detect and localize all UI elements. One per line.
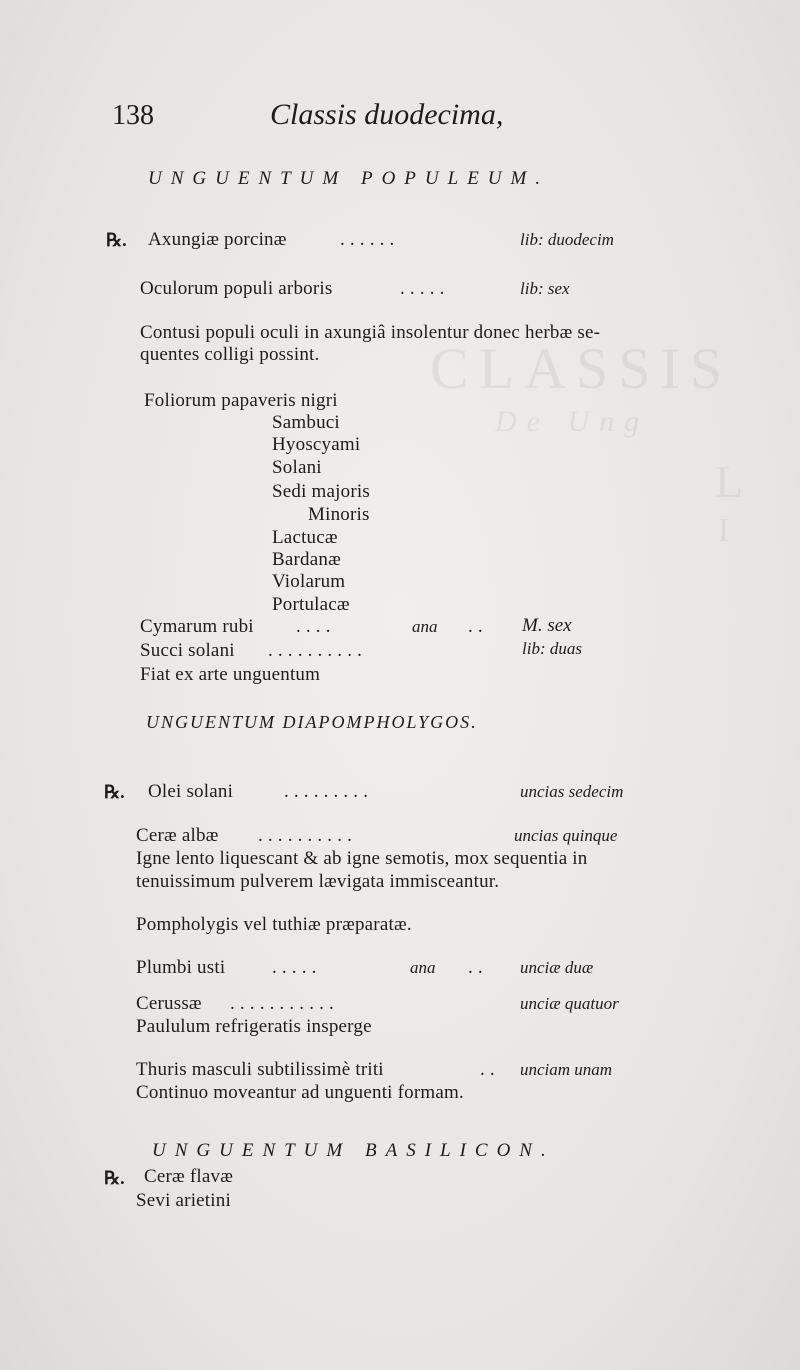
quantity: lib: sex xyxy=(520,279,570,298)
ingredient: Cerussæ xyxy=(136,993,202,1014)
leader-dots: . . . . . xyxy=(400,278,445,299)
ingredient: Succi solani xyxy=(140,640,235,661)
bleed-through-text: De Ung xyxy=(495,405,650,438)
quantity: unciam unam xyxy=(520,1060,613,1079)
quantity: M. sex xyxy=(522,615,572,636)
instruction-text: Continuo moveantur ad unguenti formam. xyxy=(136,1082,464,1103)
quantity: unciæ duæ xyxy=(520,958,594,977)
section-title: UNGUENTUM BASILICON. xyxy=(152,1140,555,1161)
ingredient: Axungiæ porcinæ xyxy=(148,229,287,250)
leader-dots: . . . . . . . . . xyxy=(284,781,369,802)
ingredient: Violarum xyxy=(272,571,346,592)
bleed-through-text: CLASSIS xyxy=(430,336,733,401)
ingredient: Minoris xyxy=(308,504,370,525)
leader-dots: . . . . . xyxy=(272,957,317,978)
page-number: 138 xyxy=(112,100,154,131)
instruction-text: quentes colligi possint. xyxy=(140,344,320,365)
instruction-text: Contusi populi oculi in axungiâ insolentur donec herbæ se- xyxy=(140,322,601,343)
quantity: uncias sedecim xyxy=(520,782,624,801)
leader-dots: . . . . . . . . . . xyxy=(258,825,353,846)
leader-dots: . . xyxy=(468,957,483,978)
ingredient: Plumbi usti xyxy=(136,957,226,978)
recipe-symbol: ℞. xyxy=(104,1168,125,1188)
ana-marker: ana xyxy=(410,958,436,977)
ingredient: Sedi majoris xyxy=(272,481,370,502)
leader-dots: . . . . . . . . . . xyxy=(268,640,363,661)
leader-dots: . . xyxy=(468,616,483,637)
instruction-text: Paululum refrigeratis insperge xyxy=(136,1016,372,1037)
recipe-symbol: ℞. xyxy=(106,230,127,250)
recipe-symbol: ℞. xyxy=(104,782,125,802)
leader-dots: . . . . . . . . . . . xyxy=(230,993,334,1014)
ingredient: Foliorum papaveris nigri xyxy=(144,390,338,411)
quantity: unciæ quatuor xyxy=(520,994,619,1013)
ingredient: Sambuci xyxy=(272,412,340,433)
section-title: UNGUENTUM POPULEUM. xyxy=(148,168,550,189)
leader-dots: . . xyxy=(480,1059,495,1080)
bleed-through-text: I xyxy=(718,512,740,549)
ana-marker: ana xyxy=(412,617,438,636)
ingredient: Lactucæ xyxy=(272,527,338,548)
ingredient: Hyoscyami xyxy=(272,434,361,455)
ingredient: Olei solani xyxy=(148,781,234,802)
ingredient: Ceræ albæ xyxy=(136,825,219,846)
section-title: UNGUENTUM DIAPOMPHOLYGOS. xyxy=(146,712,478,732)
instruction-text: Fiat ex arte unguentum xyxy=(140,664,321,685)
ingredient: Cymarum rubi xyxy=(140,616,254,637)
bleed-through-text: L xyxy=(715,456,754,507)
ingredient: Oculorum populi arboris xyxy=(140,278,333,299)
instruction-text: tenuissimum pulverem lævigata immisceantur. xyxy=(136,871,500,892)
ingredient: Ceræ flavæ xyxy=(144,1166,234,1187)
quantity: lib: duas xyxy=(522,639,582,658)
ingredient: Bardanæ xyxy=(272,549,341,570)
quantity: lib: duodecim xyxy=(520,230,614,249)
instruction-text: Igne lento liquescant & ab igne semotis, mox sequentia in xyxy=(136,848,588,869)
ingredient: Sevi arietini xyxy=(136,1190,231,1211)
ingredient: Portulacæ xyxy=(272,594,350,615)
quantity: uncias quinque xyxy=(514,826,618,845)
leader-dots: . . . . xyxy=(296,616,331,637)
ingredient: Thuris masculi subtilissimè triti xyxy=(136,1059,384,1080)
running-title: Classis duodecima, xyxy=(270,98,504,131)
ingredient: Solani xyxy=(272,457,322,478)
ingredient: Pompholygis vel tuthiæ præparatæ. xyxy=(136,914,412,935)
leader-dots: . . . . . . xyxy=(340,229,395,250)
